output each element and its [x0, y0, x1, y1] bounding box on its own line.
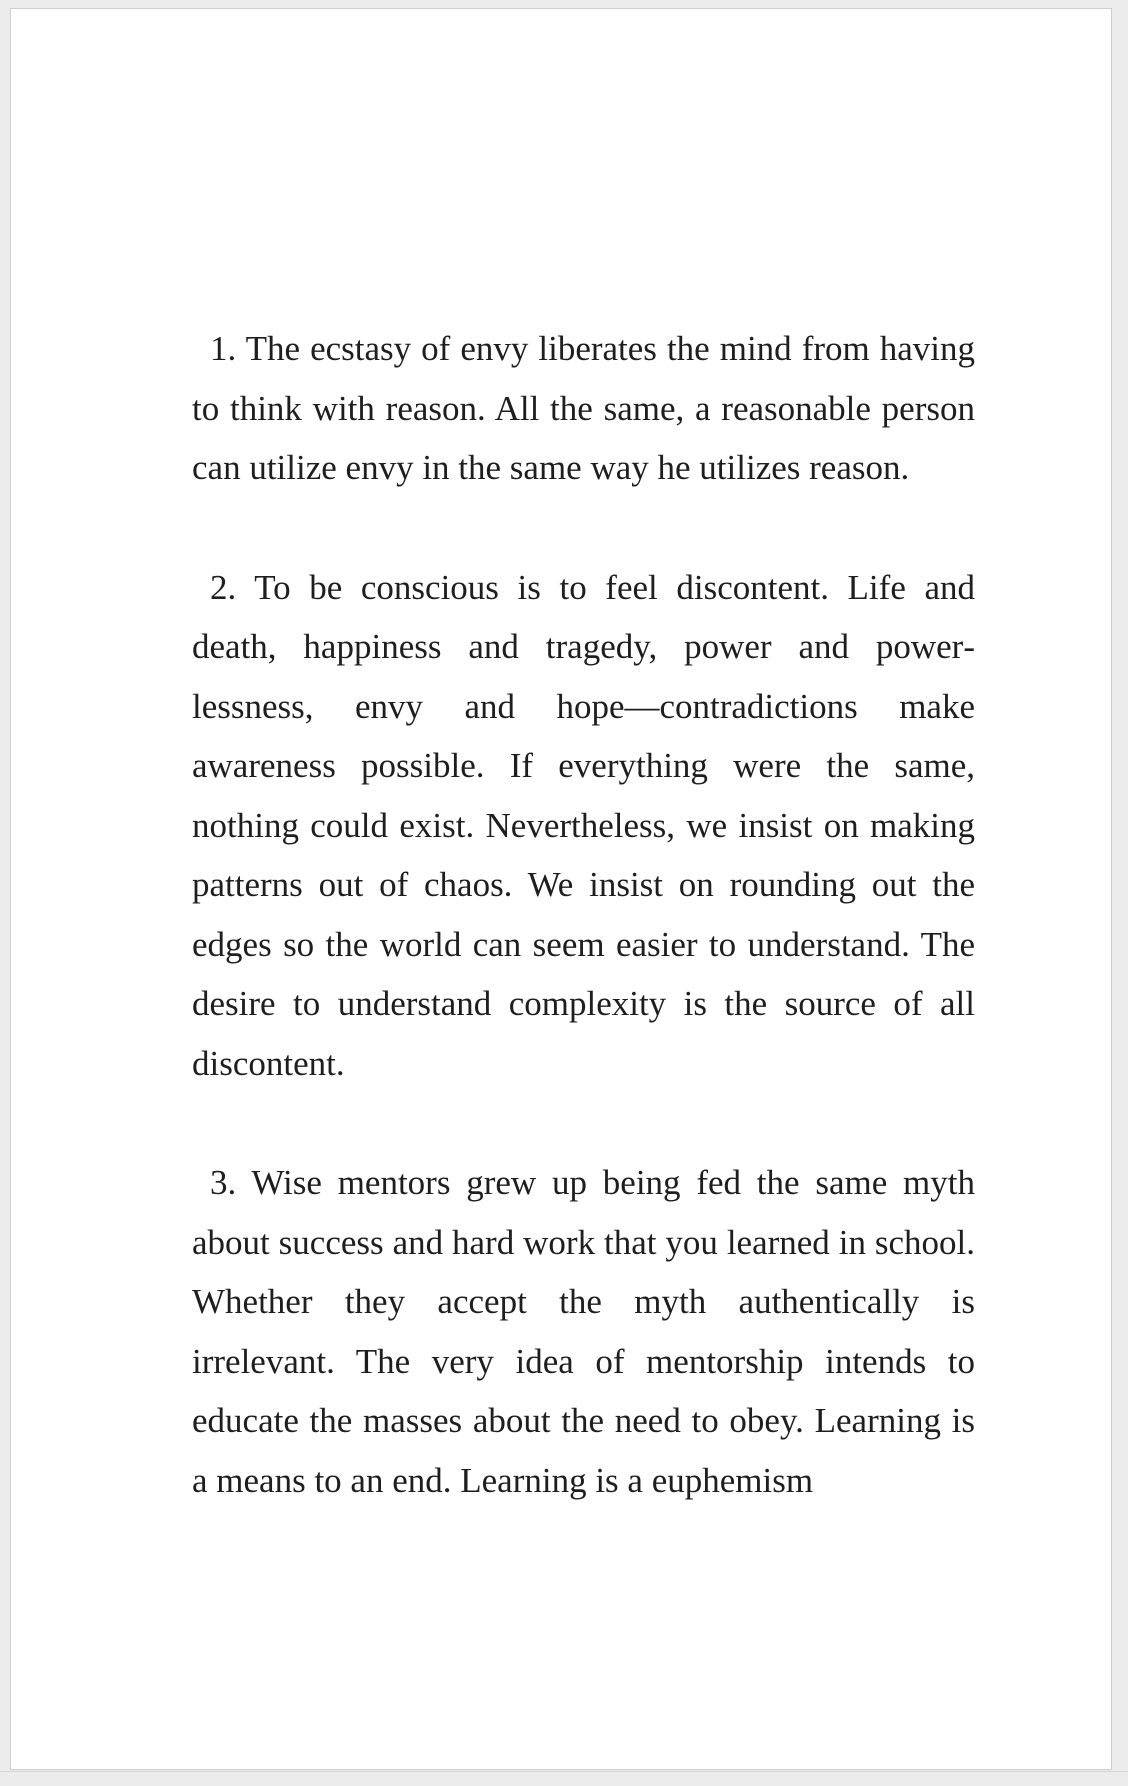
- page-text: [192, 319, 975, 1510]
- viewer-divider: [0, 1771, 1128, 1772]
- document-page: [10, 8, 1112, 1770]
- paragraph-3: 3. Wise mentors grew up being fed the same myth about success and hard work that you learned in school. Whether they accept the myth authentically is irrelevant. The very idea of mentorship intends to educate the masses about the need to obey. Learning is a means to an end. Learning is a euphemism: [192, 1163, 975, 1500]
- paragraph-2: 2. To be conscious is to feel discontent. Life and death, happiness and tragedy, power and powerlessness, envy and hope—contradictions make awareness possible. If everything were the same, nothing could exist. Nevertheless, we insist on making patterns out of chaos. We insist on rounding out the edges so the world can seem easier to understand. The desire to understand complexity is the source of all discontent.: [192, 567, 975, 1083]
- paragraph-1: 1. The ecstasy of envy liberates the mind from having to think with reason. All the same, a reasonable person can utilize envy in the same way he utilizes reason.: [192, 329, 975, 487]
